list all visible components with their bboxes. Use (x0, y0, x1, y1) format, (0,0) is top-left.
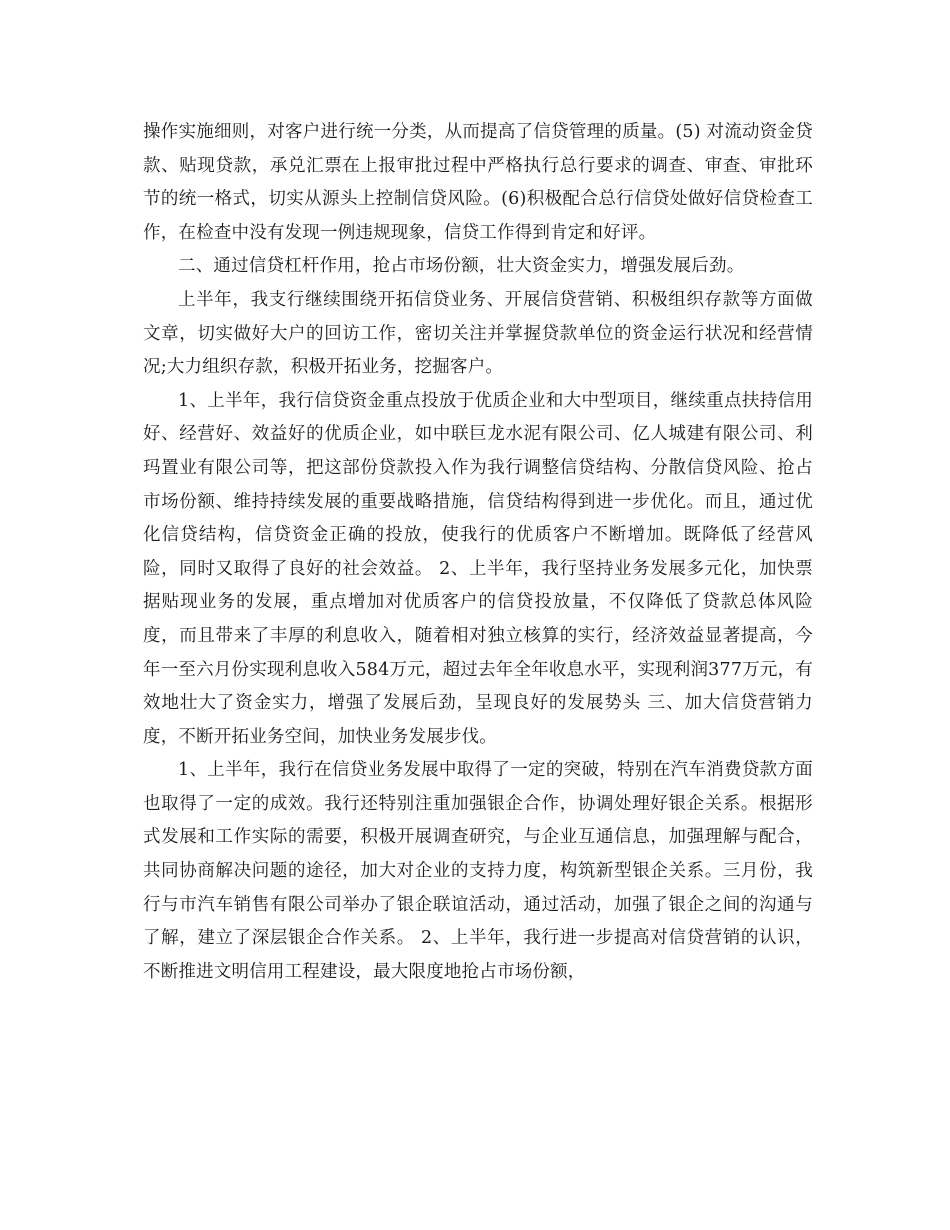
paragraph-5: 1、上半年，我行在信贷业务发展中取得了一定的突破，特别在汽车消费贷款方面也取得了一定的成效。我行还特别注重加强银企合作，协调处理好银企关系。根据形式发展和工作实际的需要，积极开展调查研究，与企业互通信息，加强理解与配合，共同协商解决问题的途径，加大对企业的支持力度，构筑新型银企关系。三月份，我行与市汽车销售有限公司举办了银企联谊活动，通过活动，加强了银企之间的沟通与了解，建立了深层银企合作关系。 2、上半年，我行进一步提高对信贷营销的认识，不断推进文明信用工程建设，最大限度地抢占市场份额， (143, 760, 813, 982)
paragraph-3: 上半年，我支行继续围绕开拓信贷业务、开展信贷营销、积极组织存款等方面做文章，切实做好大户的回访工作，密切关注并掌握贷款单位的资金运行状况和经营情况;大力组织存款，积极开拓业务，挖掘客户。 (143, 289, 813, 378)
document-body (143, 116, 813, 989)
paragraph-2-heading: 二、通过信贷杠杆作用，抢占市场份额，壮大资金实力，增强发展后劲。 (178, 256, 745, 277)
paragraph-4: 1、上半年，我行信贷资金重点投放于优质企业和大中型项目，继续重点扶持信用好、经营好、效益好的优质企业，如中联巨龙水泥有限公司、亿人城建有限公司、利玛置业有限公司等，把这部份贷款投入作为我行调整信贷结构、分散信贷风险、抢占市场份额、维持持续发展的重要战略措施，信贷结构得到进一步优化。而且，通过优化信贷结构，信贷资金正确的投放，使我行的优质客户不断增加。既降低了经营风险，同时又取得了良好的社会效益。 2、上半年，我行坚持业务发展多元化，加快票据贴现业务的发展，重点增加对优质客户的信贷投放量，不仅降低了贷款总体风险度，而且带来了丰厚的利息收入，随着相对独立核算的实行，经济效益显著提高，今年一至六月份实现利息收入584万元，超过去年全年收息水平，实现利润377万元，有效地壮大了资金实力，增强了发展后劲，呈现良好的发展势头 三、加大信贷营销力度，不断开拓业务空间，加快业务发展步伐。 (143, 390, 813, 747)
paragraph-1: 操作实施细则，对客户进行统一分类，从而提高了信贷管理的质量。(5) 对流动资金贷款、贴现贷款，承兑汇票在上报审批过程中严格执行总行要求的调查、审查、审批环节的统一格式，切实从源头上控制信贷风险。(6)积极配合总行信贷处做好信贷检查工作，在检查中没有发现一例违规现象，信贷工作得到肯定和好评。 (143, 122, 813, 243)
